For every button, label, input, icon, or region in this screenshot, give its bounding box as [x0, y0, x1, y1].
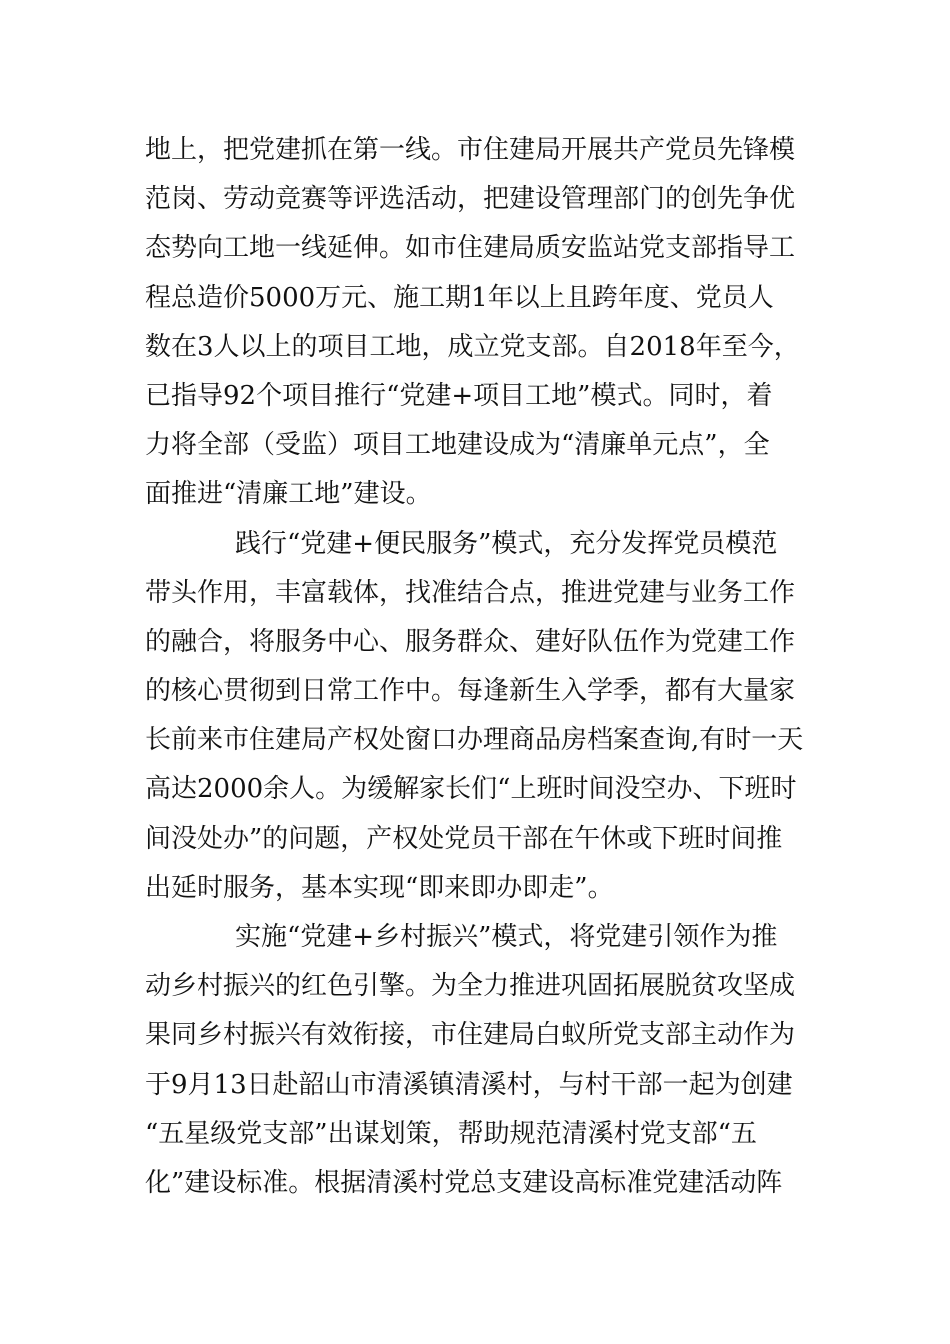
text-line: 果同乡村振兴有效衔接，市住建局白蚁所党支部主动作为 — [145, 1020, 796, 1051]
text-line: 范岗、劳动竞赛等评选活动，把建设管理部门的创先争优 — [145, 184, 796, 215]
text-line: 地上，把党建抓在第一线。市住建局开展共产党员先锋模 — [145, 135, 796, 165]
text-line: 面推进“清廉工地”建设。 — [145, 479, 432, 510]
text-line: 力将全部（受监）项目工地建设成为“清廉单元点”，全 — [145, 430, 770, 461]
text-line: “五星级党支部”出谋划策，帮助规范清溪村党支部“五 — [145, 1118, 757, 1149]
text-line: 于9月13日赴韶山市清溪镇清溪村，与村干部一起为创建 — [145, 1069, 793, 1100]
text-line: 动乡村振兴的红色引擎。为全力推进巩固拓展脱贫攻坚成 — [145, 971, 796, 1002]
text-line: 已指导92个项目推行“党建+项目工地”模式。同时，着 — [145, 380, 773, 411]
text-line: 数在3人以上的项目工地，成立党支部。自2018年至今， — [145, 331, 800, 362]
text-line: 的融合，将服务中心、服务群众、建好队伍作为党建工作 — [145, 626, 796, 657]
text-line: 高达2000余人。为缓解家长们“上班时间没空办、下班时 — [145, 774, 797, 805]
paragraph-start-line: 实施“党建+乡村振兴”模式，将党建引领作为推 — [235, 922, 778, 952]
text-line: 的核心贯彻到日常工作中。每逢新生入学季，都有大量家 — [145, 676, 796, 707]
paragraph-start-line: 践行“党建+便民服务”模式，充分发挥党员模范 — [235, 528, 778, 559]
text-line: 态势向工地一线延伸。如市住建局质安监站党支部指导工 — [145, 233, 796, 264]
text-line: 间没处办”的问题，产权处党员干部在午休或下班时间推 — [145, 823, 783, 854]
text-line: 带头作用，丰富载体，找准结合点，推进党建与业务工作 — [145, 577, 796, 608]
text-line: 出延时服务，基本实现“即来即办即走”。 — [145, 872, 614, 903]
text-line: 长前来市住建局产权处窗口办理商品房档案查询,有时一天 — [145, 725, 804, 756]
text-line: 程总造价5000万元、施工期1年以上且跨年度、党员人 — [145, 282, 774, 313]
body-text — [145, 126, 815, 1208]
text-line: 化”建设标准。根据清溪村党总支建设高标准党建活动阵 — [145, 1167, 783, 1198]
